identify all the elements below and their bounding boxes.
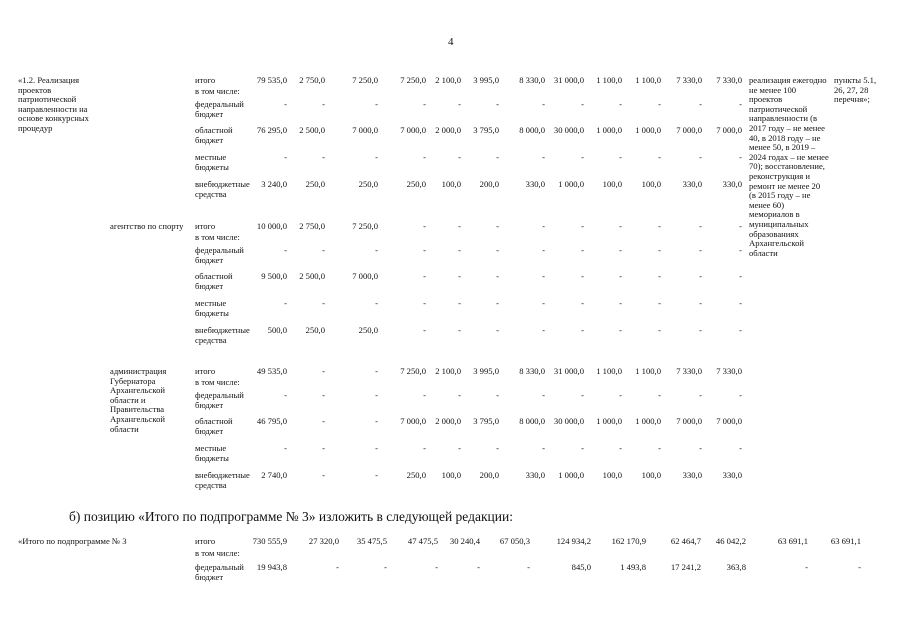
row-label: внебюджетные средства [195,325,250,345]
value-cell: - [658,390,661,400]
value-cell: - [619,298,622,308]
value-cell: - [458,221,461,231]
value-cell: 8 000,0 [519,416,545,426]
value-cell: 46 795,0 [256,416,287,426]
value-cell: - [581,390,584,400]
value-cell: - [284,443,287,453]
value-cell: - [375,298,378,308]
value-cell: 7 000,0 [400,416,426,426]
value-cell: 8 330,0 [519,75,545,85]
value-cell: - [542,99,545,109]
value-cell: 200,0 [479,470,499,480]
value-cell: 730 555,9 [252,536,287,546]
value-cell: - [458,443,461,453]
value-cell: - [619,245,622,255]
value-cell: - [496,298,499,308]
value-cell: - [423,325,426,335]
value-cell: - [581,325,584,335]
value-cell: - [542,152,545,162]
value-cell: 7 000,0 [716,125,742,135]
row-label: местные бюджеты [195,443,229,463]
value-cell: 8 330,0 [519,366,545,376]
value-cell: 2 740,0 [261,470,287,480]
total-title: «Итого по подпрограмме № 3 [18,536,127,546]
value-cell: - [619,271,622,281]
value-cell: - [336,562,339,572]
value-cell: - [581,99,584,109]
value-cell: - [322,416,325,426]
value-cell: 1 000,0 [635,125,661,135]
executor-name: администрация Губернатора Архангельской области и Правительства Архангельской области [110,366,167,434]
value-cell: - [581,152,584,162]
value-cell: - [423,152,426,162]
value-cell: - [699,152,702,162]
value-cell: - [658,325,661,335]
value-cell: - [527,562,530,572]
value-cell: - [458,99,461,109]
value-cell: 363,8 [726,562,746,572]
value-cell: 250,0 [406,179,426,189]
value-cell: - [658,443,661,453]
value-cell: 2 100,0 [435,366,461,376]
row-label: итого [195,75,216,85]
value-cell: - [375,152,378,162]
value-cell: 2 000,0 [435,125,461,135]
value-cell: - [619,443,622,453]
value-cell: - [699,390,702,400]
value-cell: - [423,390,426,400]
value-cell: 46 042,2 [715,536,746,546]
row-label: в том числе: [195,548,240,558]
value-cell: 7 000,0 [352,125,378,135]
value-cell: - [542,325,545,335]
row-label: местные бюджеты [195,298,229,318]
value-cell: - [619,221,622,231]
value-cell: - [423,99,426,109]
value-cell: - [619,99,622,109]
value-cell: 3 795,0 [473,416,499,426]
value-cell: 27 320,0 [308,536,339,546]
value-cell: - [375,245,378,255]
value-cell: - [699,245,702,255]
value-cell: 63 691,1 [777,536,808,546]
value-cell: 1 100,0 [596,366,622,376]
value-cell: 76 295,0 [256,125,287,135]
points-text: пункты 5.1, 26, 27, 28 перечня»; [834,75,877,105]
value-cell: - [496,99,499,109]
value-cell: - [699,443,702,453]
value-cell: - [542,443,545,453]
value-cell: 2 750,0 [299,221,325,231]
value-cell: - [423,298,426,308]
value-cell: 8 000,0 [519,125,545,135]
value-cell: - [858,562,861,572]
value-cell: 30 000,0 [553,125,584,135]
value-cell: 250,0 [358,325,378,335]
value-cell: - [581,221,584,231]
value-cell: - [496,221,499,231]
value-cell: - [542,390,545,400]
value-cell: - [542,221,545,231]
value-cell: - [542,298,545,308]
value-cell: 7 250,0 [352,221,378,231]
value-cell: 2 750,0 [299,75,325,85]
value-cell: 7 330,0 [716,75,742,85]
row-label: в том числе: [195,86,240,96]
value-cell: - [322,245,325,255]
value-cell: 330,0 [682,179,702,189]
value-cell: - [619,152,622,162]
value-cell: - [658,221,661,231]
value-cell: 100,0 [602,470,622,480]
value-cell: 100,0 [441,470,461,480]
value-cell: 3 995,0 [473,75,499,85]
value-cell: - [739,245,742,255]
value-cell: - [658,271,661,281]
row-label: в том числе: [195,377,240,387]
value-cell: - [423,271,426,281]
value-cell: - [739,443,742,453]
value-cell: - [658,245,661,255]
value-cell: - [581,443,584,453]
value-cell: - [739,221,742,231]
value-cell: 1 100,0 [635,75,661,85]
value-cell: 10 000,0 [256,221,287,231]
page-number: 4 [448,36,454,48]
value-cell: - [658,99,661,109]
value-cell: 500,0 [267,325,287,335]
value-cell: - [739,99,742,109]
executor-name: агентство по спорту [110,221,184,231]
row-label: федеральный бюджет [195,562,244,582]
value-cell: 1 000,0 [558,470,584,480]
value-cell: - [658,152,661,162]
value-cell: - [322,152,325,162]
row-label: в том числе: [195,232,240,242]
value-cell: - [496,443,499,453]
value-cell: 7 000,0 [716,416,742,426]
value-cell: - [542,271,545,281]
value-cell: - [284,245,287,255]
value-cell: - [699,298,702,308]
value-cell: - [739,390,742,400]
value-cell: - [619,325,622,335]
value-cell: - [458,245,461,255]
value-cell: - [458,390,461,400]
value-cell: 124 934,2 [556,536,591,546]
value-cell: - [423,443,426,453]
row-label: федеральный бюджет [195,99,244,119]
value-cell: - [739,271,742,281]
value-cell: - [375,443,378,453]
value-cell: 100,0 [641,179,661,189]
value-cell: - [739,325,742,335]
row-label: внебюджетные средства [195,179,250,199]
value-cell: - [739,152,742,162]
value-cell: 250,0 [305,179,325,189]
value-cell: - [805,562,808,572]
value-cell: - [699,271,702,281]
value-cell: 1 000,0 [635,416,661,426]
value-cell: 7 330,0 [676,75,702,85]
value-cell: 62 464,7 [670,536,701,546]
value-cell: 1 000,0 [558,179,584,189]
value-cell: 330,0 [525,470,545,480]
row-label: федеральный бюджет [195,245,244,265]
value-cell: - [496,325,499,335]
value-cell: 30 240,4 [449,536,480,546]
value-cell: 3 995,0 [473,366,499,376]
value-cell: - [458,325,461,335]
value-cell: 330,0 [722,470,742,480]
section-b-heading: б) позицию «Итого по подпрограмме № 3» изложить в следующей редакции: [69,509,513,524]
value-cell: - [699,221,702,231]
value-cell: - [496,152,499,162]
value-cell: 200,0 [479,179,499,189]
value-cell: 30 000,0 [553,416,584,426]
value-cell: - [619,390,622,400]
value-cell: - [699,325,702,335]
row-label: итого [195,221,216,231]
value-cell: 9 500,0 [261,271,287,281]
value-cell: 250,0 [305,325,325,335]
value-cell: 250,0 [358,179,378,189]
value-cell: 49 535,0 [256,366,287,376]
value-cell: - [322,470,325,480]
value-cell: - [284,152,287,162]
value-cell: - [458,271,461,281]
value-cell: 2 500,0 [299,271,325,281]
value-cell: - [375,390,378,400]
value-cell: - [284,298,287,308]
value-cell: 250,0 [406,470,426,480]
value-cell: 7 250,0 [400,366,426,376]
value-cell: - [423,245,426,255]
row-label: федеральный бюджет [195,390,244,410]
value-cell: 2 500,0 [299,125,325,135]
value-cell: 35 475,5 [356,536,387,546]
value-cell: 31 000,0 [553,75,584,85]
value-cell: - [542,245,545,255]
value-cell: 1 000,0 [596,416,622,426]
row-label: внебюджетные средства [195,470,250,490]
value-cell: 1 100,0 [596,75,622,85]
value-cell: 3 240,0 [261,179,287,189]
value-cell: 3 795,0 [473,125,499,135]
value-cell: 7 000,0 [352,271,378,281]
row-label: итого [195,366,216,376]
results-text: реализация ежегодно не менее 100 проектов патриотической направленности (в 2017 году – не менее 40, в 2018 году – не менее 50, в 2019 – 2024 годах – не менее 70); восстановление, реконструкция и ремонт не менее 20 (в 2015 году – не менее 60) мемориалов в муниципальных образованиях Архангельской области [749,75,829,258]
value-cell: 330,0 [525,179,545,189]
value-cell: 162 170,9 [611,536,646,546]
row-label: областной бюджет [195,416,233,436]
value-cell: - [458,298,461,308]
value-cell: - [284,99,287,109]
value-cell: 1 493,8 [620,562,646,572]
value-cell: 79 535,0 [256,75,287,85]
value-cell: 7 250,0 [400,75,426,85]
value-cell: - [496,271,499,281]
value-cell: - [322,99,325,109]
item-title: «1.2. Реализация проектов патриотической направленности на основе конкурсных процедур [18,75,89,133]
value-cell: - [384,562,387,572]
value-cell: - [496,245,499,255]
value-cell: 330,0 [682,470,702,480]
value-cell: 100,0 [441,179,461,189]
value-cell: 1 100,0 [635,366,661,376]
value-cell: - [581,271,584,281]
value-cell: - [322,443,325,453]
value-cell: 330,0 [722,179,742,189]
value-cell: 845,0 [571,562,591,572]
value-cell: - [739,298,742,308]
value-cell: 7 330,0 [676,366,702,376]
value-cell: 1 000,0 [596,125,622,135]
value-cell: 47 475,5 [407,536,438,546]
value-cell: 19 943,8 [256,562,287,572]
row-label: местные бюджеты [195,152,229,172]
value-cell: - [375,470,378,480]
value-cell: - [658,298,661,308]
value-cell: 7 250,0 [352,75,378,85]
value-cell: - [322,366,325,376]
value-cell: - [375,366,378,376]
value-cell: 63 691,1 [830,536,861,546]
value-cell: 100,0 [641,470,661,480]
value-cell: - [477,562,480,572]
value-cell: - [581,298,584,308]
value-cell: - [699,99,702,109]
value-cell: - [423,221,426,231]
value-cell: - [322,298,325,308]
row-label: итого [195,536,216,546]
value-cell: 100,0 [602,179,622,189]
value-cell: 67 050,3 [499,536,530,546]
value-cell: - [322,390,325,400]
value-cell: - [496,390,499,400]
value-cell: 2 000,0 [435,416,461,426]
value-cell: 7 000,0 [400,125,426,135]
value-cell: 7 330,0 [716,366,742,376]
value-cell: 7 000,0 [676,125,702,135]
value-cell: - [375,99,378,109]
row-label: областной бюджет [195,125,233,145]
row-label: областной бюджет [195,271,233,291]
value-cell: - [284,390,287,400]
value-cell: - [458,152,461,162]
value-cell: 31 000,0 [553,366,584,376]
value-cell: 2 100,0 [435,75,461,85]
value-cell: 17 241,2 [670,562,701,572]
value-cell: - [375,416,378,426]
value-cell: 7 000,0 [676,416,702,426]
value-cell: - [435,562,438,572]
value-cell: - [581,245,584,255]
